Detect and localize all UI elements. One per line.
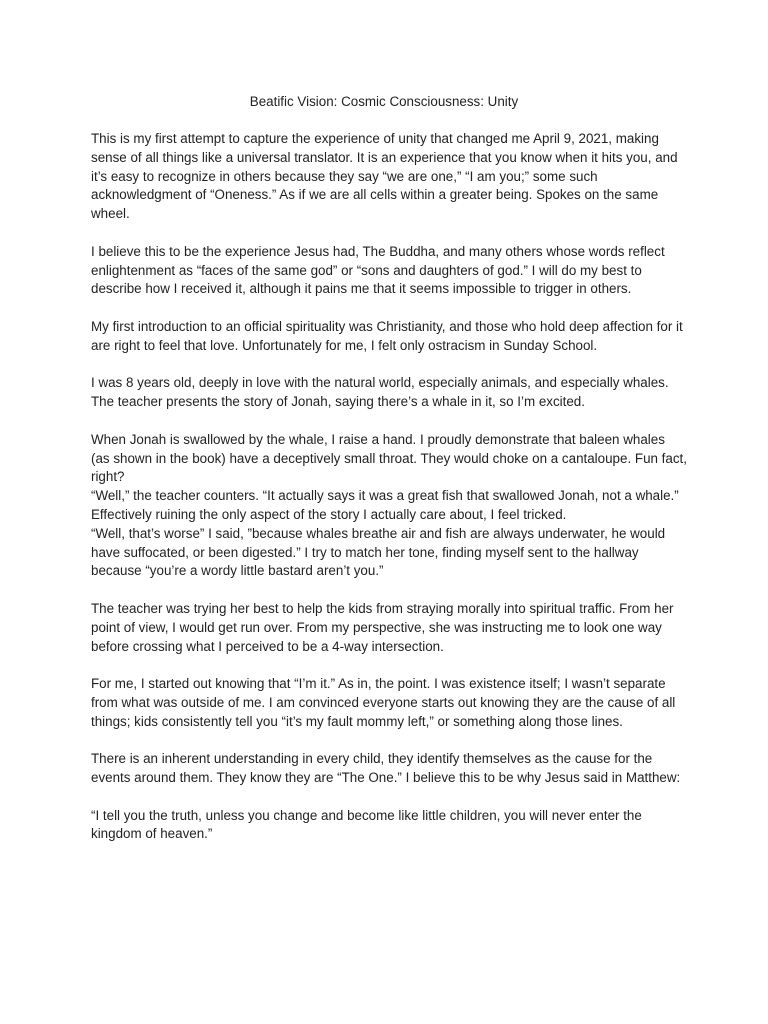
paragraph-teacher-counters: “Well,” the teacher counters. “It actually says it was a great fish that swallowed Jonah, not a whale.” Effectively ruining the only aspect of the story I actually care about, I feel tricked.: [91, 488, 679, 522]
paragraph-enlightenment: I believe this to be the experience Jesus had, The Buddha, and many others whose words reflect enlightenment as “faces of the same god” or “sons and daughters of god.” I will do my best to describe how I received it, although it pains me that it seems impossible to trigger in others.: [91, 243, 665, 297]
paragraph-whales: I was 8 years old, deeply in love with the natural world, especially animals, and especially whales. The teacher presents the story of Jonah, saying there’s a whale in it, so I’m excited.: [91, 375, 669, 410]
document-body: [91, 130, 687, 863]
document-title: Beatific Vision: Cosmic Consciousness: Unity: [249, 94, 519, 109]
paragraph-traffic: The teacher was trying her best to help the kids from straying morally into spiritual traffic. From her point of view, I would get run over. From my perspective, she was instructing me to look one way before crossing what I perceived to be a 4-way intersection.: [91, 600, 674, 654]
paragraph-unity-intro: This is my first attempt to capture the experience of unity that changed me April 9, 2021, making sense of all things like a universal translator. It is an experience that you know when it hits you, and it’s easy to recognize in others because they say “we are one,” “I am you;” some such acknowledgment of “Oneness.” As if we are all cells within a greater being. Spokes on the same wheel.: [91, 131, 678, 222]
paragraph-matthew-quote: “I tell you the truth, unless you change and become like little children, you will never enter the kingdom of heaven.”: [91, 807, 642, 842]
paragraph-the-one: There is an inherent understanding in every child, they identify themselves as the cause for the events around them. They know they are “The One.” I believe this to be why Jesus said in Matthew:: [91, 751, 681, 786]
paragraph-im-it: For me, I started out knowing that “I’m it.” As in, the point. I was existence itself; I wasn’t separate from what was outside of me. I am convinced everyone starts out knowing they are the cause of all things; kids consistently tell you “it’s my fault mommy left,” or something along those lines.: [91, 676, 676, 729]
paragraph-hallway: “Well, that’s worse” I said, ”because whales breathe air and fish are always underwater, he would have suffocated, or been digested.” I try to match her tone, finding myself sent to the hallway because “you’re a wordy little bastard aren’t you.”: [91, 525, 666, 579]
paragraph-christianity: My first introduction to an official spirituality was Christianity, and those who hold deep affection for it are right to feel that love. Unfortunately for me, I felt only ostracism in Sunday School.: [91, 318, 683, 353]
paragraph-jonah-hand: When Jonah is swallowed by the whale, I raise a hand. I proudly demonstrate that baleen whales (as shown in the book) have a deceptively small throat. They would choke on a cantaloupe. Fun fact, right?: [91, 431, 687, 485]
